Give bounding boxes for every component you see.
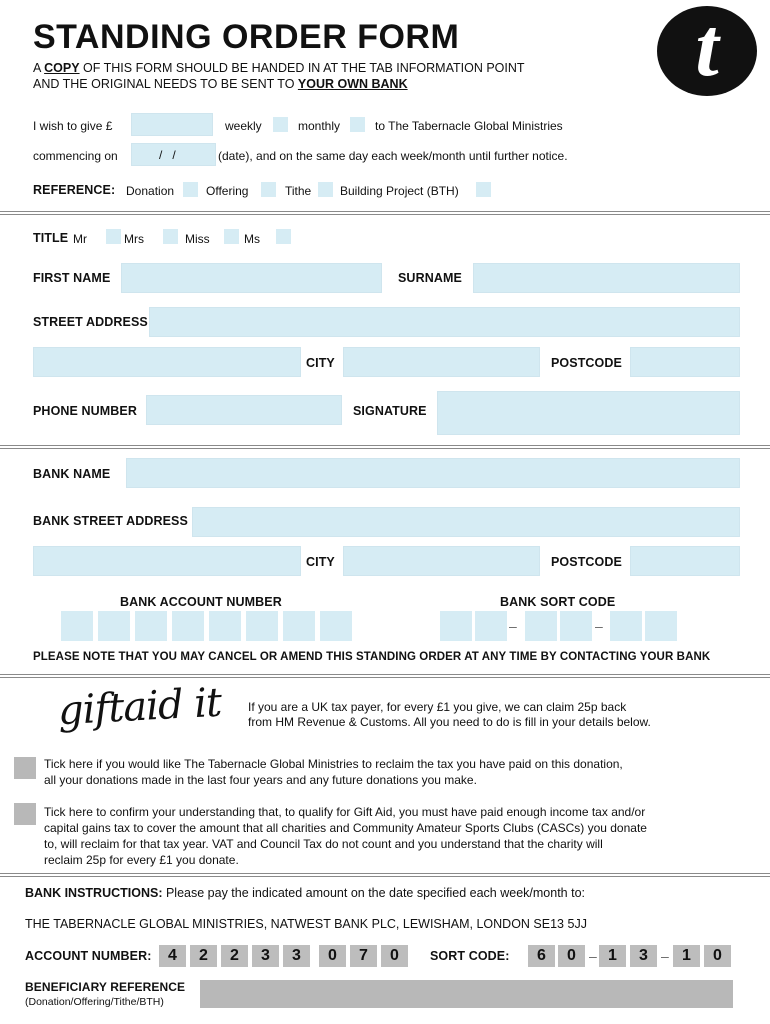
- bank-street-field[interactable]: [192, 507, 740, 537]
- giftaid-tick2-line3: to, will reclaim for that tax year. VAT and Council Tax do not count and you understand that the charity will: [44, 837, 603, 851]
- city-field[interactable]: [343, 347, 540, 377]
- account-digit-box[interactable]: [209, 611, 241, 641]
- payee-sort-separator: –: [661, 948, 669, 964]
- payee-sort-digit: 1: [599, 945, 626, 967]
- street-address-label: STREET ADDRESS: [33, 315, 148, 329]
- giftaid-tick1-line2: all your donations made in the last four years and any future donations you make.: [44, 773, 477, 787]
- bank-postcode-field[interactable]: [630, 546, 740, 576]
- reference-label: REFERENCE:: [33, 183, 116, 197]
- header-copy: COPY: [44, 61, 80, 75]
- account-number-label: BANK ACCOUNT NUMBER: [120, 595, 282, 609]
- form-title: STANDING ORDER FORM: [33, 18, 460, 56]
- divider-2: [0, 445, 770, 449]
- title-mrs-label: Mrs: [124, 232, 144, 246]
- city-label: CITY: [306, 356, 335, 370]
- bank-name-label: BANK NAME: [33, 467, 111, 481]
- account-digit-box[interactable]: [246, 611, 278, 641]
- beneficiary-reference-field[interactable]: [200, 980, 733, 1008]
- payee-sort-label: SORT CODE:: [430, 949, 510, 963]
- date-slashes: / /: [159, 148, 176, 162]
- title-ms-checkbox[interactable]: [276, 229, 291, 244]
- giftaid-intro-2: from HM Revenue & Customs. All you need to do is fill in your details below.: [248, 715, 651, 729]
- amount-field[interactable]: [131, 113, 213, 136]
- tabernacle-logo-letter: t: [695, 1, 719, 94]
- bank-name-field[interactable]: [126, 458, 740, 488]
- payee-account-digit: 0: [381, 945, 408, 967]
- payee-sort-digit: 1: [673, 945, 700, 967]
- title-miss-checkbox[interactable]: [224, 229, 239, 244]
- bank-street-line-2-field[interactable]: [33, 546, 301, 576]
- payee-details: THE TABERNACLE GLOBAL MINISTRIES, NATWEST BANK PLC, LEWISHAM, LONDON SE13 5JJ: [25, 917, 587, 931]
- divider-1: [0, 211, 770, 215]
- signature-label: SIGNATURE: [353, 404, 427, 418]
- sort-digit-box[interactable]: [610, 611, 642, 641]
- payee-sort-digit: 3: [630, 945, 657, 967]
- sort-separator: –: [595, 618, 603, 634]
- signature-field[interactable]: [437, 391, 740, 435]
- divider-3: [0, 674, 770, 678]
- ref-donation-label: Donation: [126, 184, 175, 198]
- title-mr-label: Mr: [73, 232, 87, 246]
- payee-account-digit: 2: [190, 945, 217, 967]
- account-digit-box[interactable]: [61, 611, 93, 641]
- account-digit-box[interactable]: [283, 611, 315, 641]
- ref-tithe-label: Tithe: [285, 184, 312, 198]
- account-digit-box[interactable]: [320, 611, 352, 641]
- giftaid-intro-1: If you are a UK tax payer, for every £1 you give, we can claim 25p back: [248, 700, 627, 714]
- giftaid-logo: giftaid it: [56, 679, 223, 735]
- sort-code-label: BANK SORT CODE: [500, 595, 616, 609]
- date-suffix: (date), and on the same day each week/month until further notice.: [218, 149, 568, 163]
- bank-city-label: CITY: [306, 555, 335, 569]
- account-digit-box[interactable]: [172, 611, 204, 641]
- street-address-field[interactable]: [149, 307, 740, 337]
- payee-sort-digit: 6: [528, 945, 555, 967]
- header-own-bank: YOUR OWN BANK: [297, 77, 408, 91]
- header-line-1-b: OF THIS FORM SHOULD BE HANDED IN AT THE TAB INFORMATION POINT: [79, 61, 525, 75]
- payee-account-digit: 2: [221, 945, 248, 967]
- sort-digit-box[interactable]: [475, 611, 507, 641]
- giftaid-reclaim-checkbox[interactable]: [14, 757, 36, 779]
- giftaid-tick2-line2: capital gains tax to cover the amount that all charities and Community Amateur Sports Clubs (CASCs) you donate: [44, 821, 647, 835]
- phone-label: PHONE NUMBER: [33, 404, 137, 418]
- first-name-field[interactable]: [121, 263, 382, 293]
- bank-instructions-label: BANK INSTRUCTIONS:: [25, 886, 163, 900]
- title-label: TITLE: [33, 231, 69, 245]
- payee-account-digit: 0: [319, 945, 346, 967]
- title-mrs-checkbox[interactable]: [163, 229, 178, 244]
- surname-field[interactable]: [473, 263, 740, 293]
- giftaid-tick2-line4: reclaim 25p for every £1 you donate.: [44, 853, 239, 867]
- start-date-field[interactable]: [131, 143, 216, 166]
- postcode-label: POSTCODE: [551, 356, 622, 370]
- phone-field[interactable]: [146, 395, 342, 425]
- payee-account-digit: 4: [159, 945, 186, 967]
- header-line-1: [33, 61, 525, 75]
- title-ms-label: Ms: [244, 232, 260, 246]
- beneficiary-label: BENEFICIARY REFERENCE: [25, 980, 186, 994]
- cancel-notice: PLEASE NOTE THAT YOU MAY CANCEL OR AMEND THIS STANDING ORDER AT ANY TIME BY CONTACTING YOUR BANK: [33, 651, 711, 663]
- postcode-field[interactable]: [630, 347, 740, 377]
- divider-4: [0, 873, 770, 877]
- payee-account-digit: 7: [350, 945, 377, 967]
- giftaid-tick2-line1: Tick here to confirm your understanding that, to qualify for Gift Aid, you must have paid enough income tax and/or: [44, 805, 646, 819]
- give-to-text: to The Tabernacle Global Ministries: [375, 119, 563, 133]
- sort-separator: –: [509, 618, 517, 634]
- payee-sort-separator: –: [589, 948, 597, 964]
- beneficiary-hint: (Donation/Offering/Tithe/BTH): [25, 996, 164, 1008]
- sort-digit-box[interactable]: [645, 611, 677, 641]
- first-name-label: FIRST NAME: [33, 271, 111, 285]
- weekly-checkbox[interactable]: [273, 117, 288, 132]
- header-line-2-a: AND THE ORIGINAL NEEDS TO BE SENT TO: [33, 77, 298, 91]
- ref-bth-label: Building Project (BTH): [340, 184, 459, 198]
- payee-sort-digit: 0: [704, 945, 731, 967]
- payee-sort-digit: 0: [558, 945, 585, 967]
- ref-offering-checkbox[interactable]: [261, 182, 276, 197]
- ref-offering-label: Offering: [206, 184, 249, 198]
- ref-tithe-checkbox[interactable]: [318, 182, 333, 197]
- give-prefix: I wish to give £: [33, 119, 113, 133]
- commencing-label: commencing on: [33, 149, 118, 163]
- payee-account-label: ACCOUNT NUMBER:: [25, 949, 152, 963]
- tabernacle-logo: [657, 1, 757, 96]
- bank-instructions-text: Please pay the indicated amount on the date specified each week/month to:: [162, 886, 585, 900]
- title-mr-checkbox[interactable]: [106, 229, 121, 244]
- street-address-line-2-field[interactable]: [33, 347, 301, 377]
- sort-digit-box[interactable]: [525, 611, 557, 641]
- sort-digit-box[interactable]: [440, 611, 472, 641]
- ref-donation-checkbox[interactable]: [183, 182, 198, 197]
- monthly-label: monthly: [298, 119, 341, 133]
- surname-label: SURNAME: [398, 271, 462, 285]
- payee-account-digit: 3: [283, 945, 310, 967]
- giftaid-tick1-line1: Tick here if you would like The Tabernacle Global Ministries to reclaim the tax you have paid on this donation,: [44, 757, 623, 771]
- title-miss-label: Miss: [185, 232, 210, 246]
- account-digit-box[interactable]: [98, 611, 130, 641]
- ref-bth-checkbox[interactable]: [476, 182, 491, 197]
- bank-instructions: [25, 886, 585, 900]
- header-line-2: [33, 77, 408, 91]
- header-line-1-a: A: [33, 61, 45, 75]
- giftaid-confirm-checkbox[interactable]: [14, 803, 36, 825]
- bank-postcode-label: POSTCODE: [551, 555, 622, 569]
- payee-account-digit: 3: [252, 945, 279, 967]
- weekly-label: weekly: [225, 119, 262, 133]
- monthly-checkbox[interactable]: [350, 117, 365, 132]
- account-digit-box[interactable]: [135, 611, 167, 641]
- bank-city-field[interactable]: [343, 546, 540, 576]
- bank-street-label: BANK STREET ADDRESS: [33, 514, 188, 528]
- sort-digit-box[interactable]: [560, 611, 592, 641]
